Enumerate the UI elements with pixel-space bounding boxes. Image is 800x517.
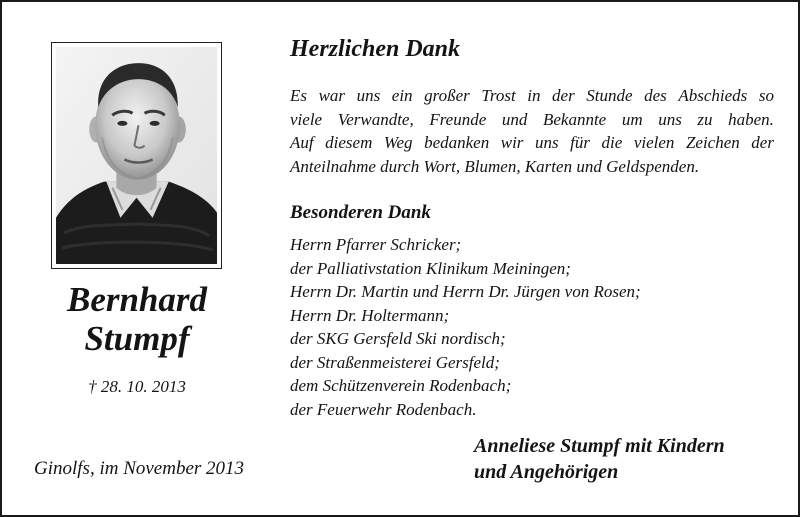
- thanks-body-line: [290, 131, 774, 155]
- special-thanks-item: dem Schützenverein Rodenbach;: [290, 376, 512, 395]
- body-word: des: [644, 86, 667, 105]
- deceased-first-name: Bernhard: [66, 280, 208, 319]
- body-word: Freunde: [429, 109, 487, 129]
- deceased-name: [22, 280, 252, 358]
- body-word: Abschieds: [678, 86, 748, 105]
- body-word: die: [601, 133, 623, 152]
- body-word: uns: [356, 86, 381, 105]
- special-thanks-item: Herrn Dr. Holtermann;: [290, 305, 450, 325]
- body-word: bedanken: [424, 133, 490, 152]
- body-word: so: [758, 86, 774, 105]
- body-word: vielen: [633, 133, 675, 152]
- special-thanks-item: Herrn Dr. Martin und Herrn Dr. Jürgen von Rosen;: [290, 282, 641, 301]
- body-word: diesem: [325, 133, 373, 152]
- body-word: Zeichen: [685, 133, 740, 152]
- special-thanks-item: der Straßenmeisterei Gersfeld;: [290, 352, 500, 372]
- thanks-body: [290, 84, 774, 178]
- thanks-body-line: [290, 155, 774, 179]
- body-word: der: [552, 86, 575, 105]
- body-word: und: [501, 109, 528, 129]
- body-word: Anteilnahme: [290, 156, 381, 176]
- body-word: war: [318, 86, 346, 105]
- signature-line: und Angehörigen: [474, 461, 619, 483]
- body-word: in: [527, 86, 541, 105]
- special-thanks-item: der Feuerwehr Rodenbach.: [290, 399, 477, 419]
- body-word: Blumen,: [464, 156, 525, 176]
- body-word: Bekannte: [542, 109, 607, 129]
- body-word: Stunde: [586, 86, 633, 105]
- thanks-heading: Herzlichen Dank: [290, 36, 461, 62]
- body-word: Es: [290, 86, 307, 105]
- body-word: Trost: [481, 86, 516, 105]
- body-word: großer: [424, 86, 470, 105]
- body-word: Auf: [290, 133, 314, 152]
- body-word: uns: [658, 109, 682, 129]
- thanks-body-line: [290, 84, 774, 108]
- body-word: für: [570, 133, 590, 152]
- body-word: Karten: [524, 156, 577, 176]
- body-word: uns: [534, 133, 559, 152]
- portrait-photo-icon: [56, 47, 217, 264]
- thanks-body-line: [290, 108, 774, 132]
- special-thanks-item: der SKG Gersfeld Ski nordisch;: [290, 329, 506, 348]
- body-word: viele: [290, 109, 323, 129]
- special-thanks-heading: Besonderen Dank: [290, 202, 431, 223]
- body-word: haben.: [728, 109, 774, 129]
- signature-line: Anneliese Stumpf mit Kindern: [474, 435, 725, 457]
- place-and-date: Ginolfs, im November 2013: [34, 458, 245, 479]
- body-word: der: [751, 133, 774, 152]
- body-word: Weg: [383, 133, 413, 152]
- body-word: Geldspenden.: [606, 156, 700, 176]
- deceased-last-name: Stumpf: [84, 319, 190, 358]
- special-thanks-list: [290, 233, 641, 421]
- body-word: durch: [380, 156, 424, 176]
- death-date: † 28. 10. 2013: [88, 377, 186, 396]
- body-word: zu: [697, 109, 713, 129]
- special-thanks-item: der Palliativstation Klinikum Meiningen;: [290, 258, 571, 278]
- special-thanks-item: Herrn Pfarrer Schricker;: [290, 235, 462, 254]
- body-word: Verwandte,: [337, 109, 414, 129]
- signature: [474, 433, 725, 485]
- body-word: wir: [500, 133, 524, 152]
- body-word: um: [621, 109, 643, 129]
- body-word: und: [576, 156, 607, 176]
- portrait-photo: [51, 42, 222, 269]
- body-word: Wort,: [423, 156, 465, 176]
- body-word: ein: [391, 86, 413, 105]
